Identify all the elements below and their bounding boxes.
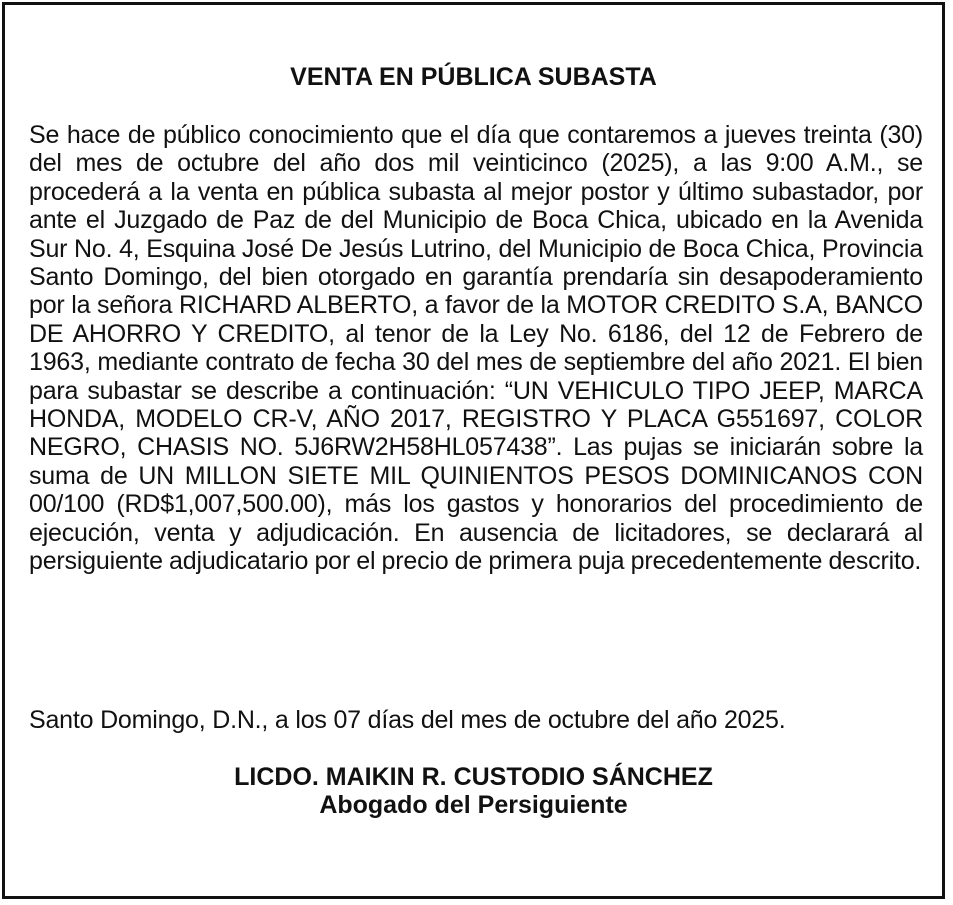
notice-date-line: Santo Domingo, D.N., a los 07 días del mes de octubre del año 2025. xyxy=(29,706,786,734)
signer-name: LICDO. MAIKIN R. CUSTODIO SÁNCHEZ xyxy=(234,763,713,791)
legal-notice-box xyxy=(2,2,945,899)
signature-block xyxy=(5,763,942,819)
notice-body: Se hace de público conocimiento que el día que contaremos a jueves treinta (30) del mes de octubre del año dos mil veinticinco (2025), a las 9:00 A.M., se procederá a la venta en pública subasta al mejor postor y último subastador, por ante el Juzgado de Paz de del Municipio de Boca Chica, ubicado en la Avenida Sur No. 4, Esquina José De Jesús Lutrino, del Municipio de Boca Chica, Provincia Santo Domingo, del bien otorgado en garantía prendaría sin desapoderamiento por la señora RICHARD ALBERTO, a favor de la MOTOR CREDITO S.A, BANCO DE AHORRO Y CREDITO, al tenor de la Ley No. 6186, del 12 de Febrero de 1963, mediante contrato de fecha 30 del mes de septiembre del año 2021. El bien para subastar se describe a continuación: “UN VEHICULO TIPO JEEP, MARCA HONDA, MODELO CR-V, AÑO 2017, REGISTRO Y PLACA G551697, COLOR NEGRO, CHASIS NO. 5J6RW2H58HL057438”. Las pujas se iniciarán sobre la suma de UN MILLON SIETE MIL QUINIENTOS PESOS DOMINICANOS CON 00/100 (RD$1,007,500.00), más los gastos y honorarios del procedimiento de ejecución, venta y adjudicación. En ausencia de licitadores, se declarará al persiguiente adjudicatario por el precio de primera puja precedentemente descrito. xyxy=(29,121,923,576)
signer-role: Abogado del Persiguiente xyxy=(319,791,628,819)
notice-title: VENTA EN PÚBLICA SUBASTA xyxy=(290,63,657,91)
